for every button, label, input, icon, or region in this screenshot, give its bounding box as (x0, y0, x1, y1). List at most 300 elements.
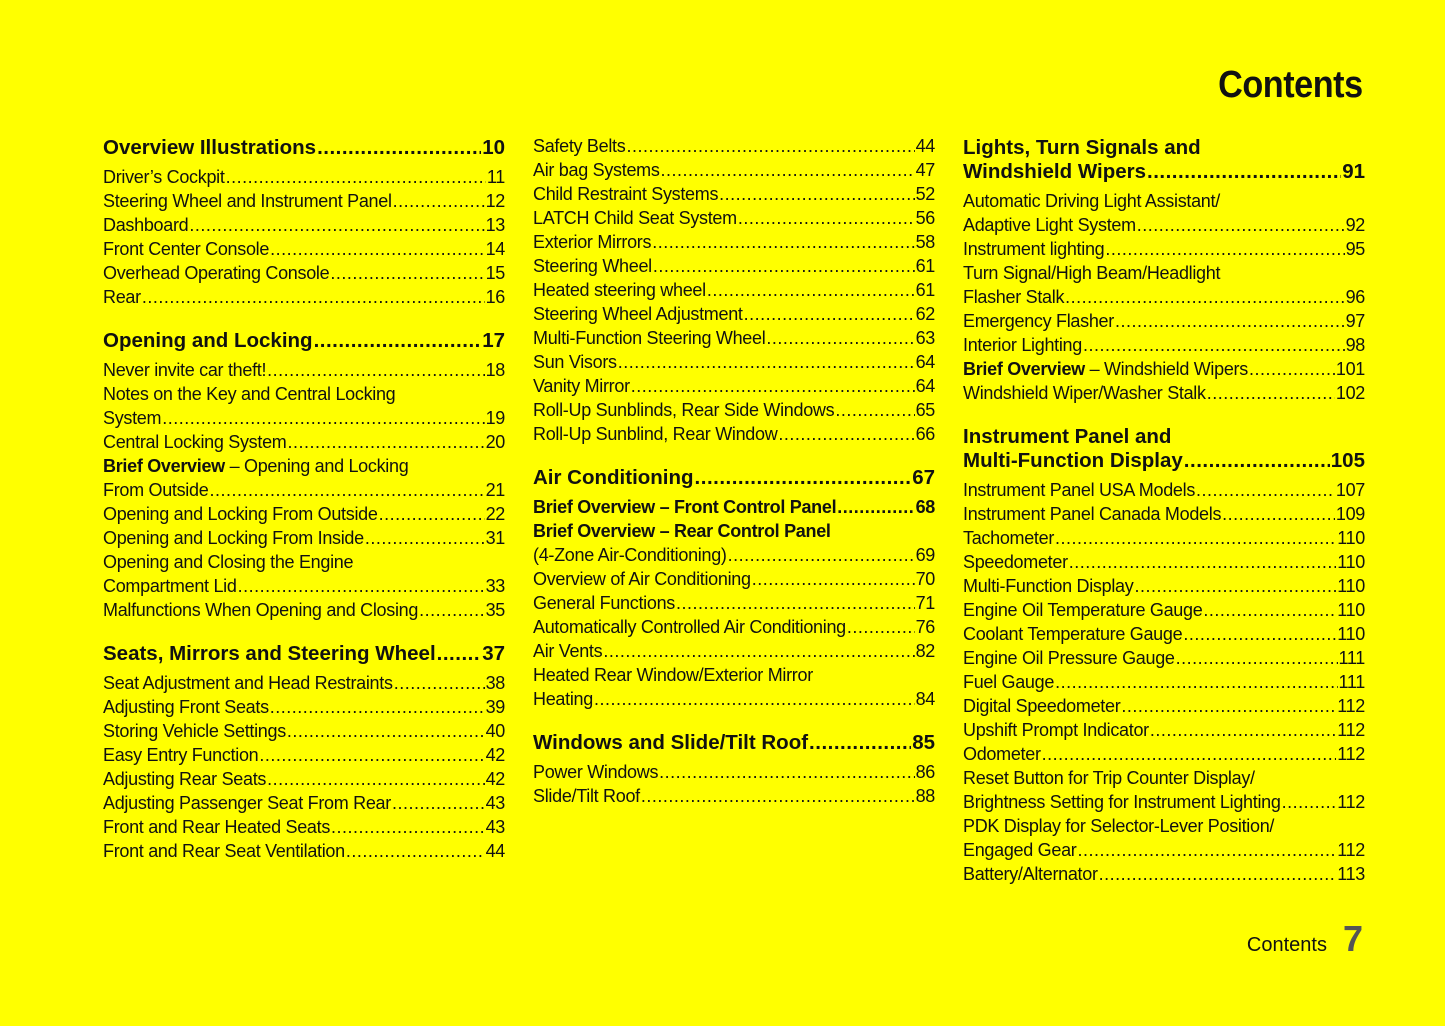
entry-page-number: 110 (1337, 624, 1365, 644)
dot-leader (631, 374, 915, 398)
toc-entry[interactable] (963, 718, 1365, 742)
dot-leader (728, 543, 915, 567)
entry-label: Multi-Function Display (963, 576, 1134, 596)
toc-entry[interactable] (963, 862, 1365, 886)
toc-entry[interactable] (103, 478, 505, 502)
toc-entry[interactable] (963, 478, 1365, 502)
section-page-number: 91 (1342, 160, 1365, 183)
entry-page-number: 98 (1345, 335, 1365, 355)
toc-section (963, 425, 1365, 886)
toc-entry[interactable] (963, 742, 1365, 766)
entry-label: Emergency Flasher (963, 311, 1114, 331)
entry-label: Exterior Mirrors (533, 232, 652, 252)
entry-page-number: 56 (915, 208, 935, 228)
dot-leader (1196, 478, 1335, 502)
section-heading-text: Multi-Function Display (963, 449, 1183, 472)
toc-entry[interactable] (533, 278, 935, 302)
entry-page-number: 35 (485, 600, 505, 620)
toc-entry-line (103, 550, 505, 574)
toc-entry[interactable] (103, 791, 505, 815)
entry-page-number: 102 (1335, 383, 1365, 403)
toc-section (103, 329, 505, 622)
toc-entry[interactable] (963, 213, 1365, 237)
dot-leader (744, 302, 915, 326)
entry-page-number: 47 (915, 160, 935, 180)
toc-entry[interactable] (533, 374, 935, 398)
dot-leader (809, 731, 911, 755)
toc-entry[interactable] (533, 615, 935, 639)
entry-label: System (103, 408, 162, 428)
entry-page-number: 33 (485, 576, 505, 596)
entry-label: Vanity Mirror (533, 376, 630, 396)
dot-leader (331, 815, 485, 839)
toc-section (963, 136, 1365, 405)
toc-entry[interactable] (963, 381, 1365, 405)
entry-label: Easy Entry Function (103, 745, 259, 765)
entry-page-number: 22 (485, 504, 505, 524)
section-heading-text: Windshield Wipers (963, 160, 1147, 183)
entry-label: Sun Visors (533, 352, 617, 372)
entry-label: Never invite car theft! (103, 360, 267, 380)
toc-entry[interactable] (533, 495, 935, 519)
entry-page-number: 109 (1335, 504, 1365, 524)
entry-page-number: 39 (485, 697, 505, 717)
entry-page-number: 70 (915, 569, 935, 589)
dot-leader (270, 237, 484, 261)
entry-page-number: 76 (915, 617, 935, 637)
entry-label: Instrument Panel USA Models (963, 480, 1196, 500)
entry-page-number: 31 (485, 528, 505, 548)
toc-section (533, 466, 935, 711)
dot-leader (738, 206, 915, 230)
entry-label-line1: Notes on the Key and Central Locking (103, 384, 396, 404)
toc-entry[interactable] (103, 213, 505, 237)
toc-entry[interactable] (533, 326, 935, 350)
dot-leader (1121, 694, 1336, 718)
entry-label: Rear (103, 287, 141, 307)
entry-page-number: 14 (485, 239, 505, 259)
contents-column-3 (963, 134, 1365, 906)
dot-leader (1282, 790, 1337, 814)
entry-page-number: 43 (485, 793, 505, 813)
dot-leader (719, 182, 914, 206)
section-heading[interactable] (963, 136, 1365, 184)
section-heading-text: Overview Illustrations (103, 136, 317, 159)
entry-page-number: 18 (485, 360, 505, 380)
entry-label: Adjusting Rear Seats (103, 769, 267, 789)
toc-entry[interactable] (103, 598, 505, 622)
toc-entry[interactable] (963, 574, 1365, 598)
entry-page-number: 110 (1337, 600, 1365, 620)
entry-label: Engine Oil Pressure Gauge (963, 648, 1175, 668)
entry-label-line1: – Opening and Locking (224, 456, 409, 476)
toc-entry[interactable] (533, 760, 935, 784)
dot-leader (618, 350, 915, 374)
section-heading[interactable] (103, 329, 505, 353)
entry-page-number: 68 (915, 497, 935, 517)
entry-page-number: 12 (485, 191, 505, 211)
section-heading[interactable] (533, 466, 935, 490)
section-heading-text: Opening and Locking (103, 329, 313, 352)
entry-label-line1: PDK Display for Selector-Lever Position/ (963, 816, 1275, 836)
dot-leader (1147, 160, 1341, 184)
dot-leader (392, 791, 485, 815)
entry-page-number: 16 (485, 287, 505, 307)
page-footer (1247, 918, 1363, 960)
entry-label: Roll-Up Sunblind, Rear Window (533, 424, 778, 444)
entry-label: Digital Speedometer (963, 696, 1121, 716)
toc-entry[interactable] (103, 574, 505, 598)
section-heading-line (963, 449, 1365, 473)
entry-label: Engine Oil Temperature Gauge (963, 600, 1203, 620)
section-page-number: 17 (482, 329, 505, 352)
entry-label: Front and Rear Seat Ventilation (103, 841, 345, 861)
entry-page-number: 52 (915, 184, 935, 204)
entry-page-number: 42 (485, 769, 505, 789)
entry-label: Dashboard (103, 215, 189, 235)
page-number: 7 (1342, 918, 1363, 959)
entry-label: Adaptive Light System (963, 215, 1136, 235)
section-heading-line: Instrument Panel and (963, 425, 1172, 448)
entry-page-number: 71 (915, 593, 935, 613)
section-heading[interactable] (103, 136, 505, 160)
dot-leader (1184, 449, 1330, 473)
dot-leader (394, 671, 485, 695)
section-heading-line: Lights, Turn Signals and (963, 136, 1201, 159)
dot-leader (267, 767, 484, 791)
entry-label: Automatically Controlled Air Conditioning (533, 617, 846, 637)
dot-leader (847, 615, 915, 639)
entry-page-number: 97 (1345, 311, 1365, 331)
toc-entry[interactable] (103, 406, 505, 430)
entry-label: Flasher Stalk (963, 287, 1065, 307)
dot-leader (1055, 526, 1336, 550)
entry-label: Fuel Gauge (963, 672, 1055, 692)
toc-entry[interactable] (533, 158, 935, 182)
dot-leader (346, 839, 485, 863)
entry-page-number: 96 (1345, 287, 1365, 307)
entry-label: Heated steering wheel (533, 280, 706, 300)
entry-label: Instrument Panel Canada Models (963, 504, 1222, 524)
dot-leader (379, 502, 485, 526)
entry-page-number: 65 (915, 400, 935, 420)
entry-label: (4-Zone Air-Conditioning) (533, 545, 727, 565)
entry-bold-prefix: Brief Overview (103, 456, 225, 476)
toc-section (533, 731, 935, 808)
entry-page-number: 88 (915, 786, 935, 806)
entry-label: Slide/Tilt Roof (533, 786, 640, 806)
toc-entry[interactable] (963, 333, 1365, 357)
section-heading[interactable] (103, 642, 505, 666)
toc-entry[interactable] (103, 189, 505, 213)
entry-label: Roll-Up Sunblinds, Rear Side Windows (533, 400, 835, 420)
toc-entry[interactable] (963, 526, 1365, 550)
entry-label: Child Restraint Systems (533, 184, 719, 204)
entry-page-number: 42 (485, 745, 505, 765)
dot-leader (1078, 838, 1337, 862)
toc-entry[interactable] (103, 165, 505, 189)
entry-label-line1: Automatic Driving Light Assistant/ (963, 191, 1220, 211)
entry-label: Instrument lighting (963, 239, 1105, 259)
dot-leader (652, 230, 914, 254)
entry-page-number: 61 (915, 280, 935, 300)
dot-leader (1249, 357, 1335, 381)
toc-entry[interactable] (533, 182, 935, 206)
entry-label: Driver’s Cockpit (103, 167, 225, 187)
toc-entry[interactable] (533, 591, 935, 615)
toc-entry[interactable] (533, 687, 935, 711)
toc-entry[interactable] (103, 237, 505, 261)
toc-entry[interactable] (533, 134, 935, 158)
toc-entry[interactable] (963, 357, 1365, 381)
entry-page-number: 38 (485, 673, 505, 693)
dot-leader (1099, 862, 1337, 886)
toc-entry[interactable] (533, 230, 935, 254)
dot-leader (330, 261, 484, 285)
toc-entry[interactable] (103, 815, 505, 839)
entry-page-number: 110 (1337, 552, 1365, 572)
entry-page-number: 19 (485, 408, 505, 428)
entry-label-line1: Turn Signal/High Beam/Headlight (963, 263, 1221, 283)
toc-entry[interactable] (963, 285, 1365, 309)
entry-label: Steering Wheel (533, 256, 652, 276)
entry-page-number: 63 (915, 328, 935, 348)
dot-leader (1105, 237, 1344, 261)
toc-entry[interactable] (963, 550, 1365, 574)
toc-entry-line (533, 519, 935, 543)
dot-leader (653, 254, 915, 278)
entry-label: Malfunctions When Opening and Closing (103, 600, 419, 620)
page-title: Contents (1218, 64, 1363, 106)
dot-leader (1183, 622, 1336, 646)
dot-leader (1065, 285, 1344, 309)
toc-entry[interactable] (533, 639, 935, 663)
entry-label: General Functions (533, 593, 675, 613)
dot-leader (314, 329, 482, 353)
section-page-number: 67 (912, 466, 935, 489)
toc-entry-line (533, 663, 935, 687)
dot-leader (707, 278, 915, 302)
entry-label: Speedometer (963, 552, 1068, 572)
entry-label-line1: Reset Button for Trip Counter Display/ (963, 768, 1255, 788)
entry-label: Front Center Console (103, 239, 270, 259)
toc-entry[interactable] (103, 526, 505, 550)
section-heading-line (963, 160, 1365, 184)
toc-entry-line (963, 814, 1365, 838)
toc-entry[interactable] (103, 285, 505, 309)
toc-entry[interactable] (103, 719, 505, 743)
entry-label: Brief Overview – Front Control Panel (533, 497, 837, 517)
entry-label-line1: Heated Rear Window/Exterior Mirror (533, 665, 813, 685)
section-page-number: 37 (482, 642, 505, 665)
entry-page-number: 111 (1338, 648, 1365, 668)
entry-label: Air Vents (533, 641, 603, 661)
entry-page-number: 69 (915, 545, 935, 565)
toc-entry[interactable] (533, 422, 935, 446)
dot-leader (287, 430, 484, 454)
toc-entry[interactable] (533, 206, 935, 230)
entry-page-number: 113 (1337, 864, 1365, 884)
entry-page-number: 15 (485, 263, 505, 283)
toc-entry[interactable] (963, 670, 1365, 694)
section-heading-text: Seats, Mirrors and Steering Wheel (103, 642, 436, 665)
entry-page-number: 44 (915, 136, 935, 156)
dot-leader (1134, 574, 1336, 598)
entry-page-number: 84 (915, 689, 935, 709)
toc-entry-line (103, 382, 505, 406)
entry-page-number: 64 (915, 352, 935, 372)
entry-page-number: 44 (485, 841, 505, 861)
toc-entry-line (963, 261, 1365, 285)
dot-leader (238, 574, 485, 598)
entry-label: Engaged Gear (963, 840, 1077, 860)
entry-page-number: 66 (915, 424, 935, 444)
entry-label: Upshift Prompt Indicator (963, 720, 1149, 740)
entry-label: Brightness Setting for Instrument Lighting (963, 792, 1281, 812)
footer-label: Contents (1246, 934, 1327, 956)
toc-entry[interactable] (103, 839, 505, 863)
toc-entry[interactable] (963, 622, 1365, 646)
section-page-number: 105 (1330, 449, 1365, 472)
entry-label: From Outside (103, 480, 209, 500)
toc-section (103, 136, 505, 309)
dot-leader (162, 406, 484, 430)
entry-label: Battery/Alternator (963, 864, 1098, 884)
toc-entry[interactable] (963, 838, 1365, 862)
entry-page-number: 82 (915, 641, 935, 661)
toc-entry[interactable] (963, 646, 1365, 670)
section-heading-text: Air Conditioning (533, 466, 694, 489)
toc-entry[interactable] (533, 567, 935, 591)
toc-entry[interactable] (533, 398, 935, 422)
toc-entry[interactable] (533, 302, 935, 326)
toc-entry[interactable] (533, 543, 935, 567)
entry-label: Safety Belts (533, 136, 626, 156)
entry-label: Seat Adjustment and Head Restraints (103, 673, 393, 693)
entry-page-number: 112 (1337, 840, 1365, 860)
dot-leader (659, 760, 914, 784)
toc-entry[interactable] (103, 261, 505, 285)
entry-page-number: 111 (1338, 672, 1365, 692)
dot-leader (226, 165, 486, 189)
toc-entry[interactable] (963, 790, 1365, 814)
entry-label: Front and Rear Heated Seats (103, 817, 331, 837)
dot-leader (594, 687, 915, 711)
entry-label: Opening and Locking From Outside (103, 504, 378, 524)
dot-leader (270, 695, 485, 719)
entry-label: Heating (533, 689, 593, 709)
dot-leader (837, 495, 914, 519)
dot-leader (695, 466, 912, 490)
toc-entry[interactable] (103, 743, 505, 767)
dot-leader (1176, 646, 1338, 670)
toc-entry[interactable] (963, 502, 1365, 526)
toc-entry-line (963, 189, 1365, 213)
entry-label: Storing Vehicle Settings (103, 721, 286, 741)
entry-page-number: 110 (1337, 576, 1365, 596)
entry-page-number: 20 (485, 432, 505, 452)
dot-leader (1150, 718, 1336, 742)
toc-entry-line (103, 454, 505, 478)
section-heading[interactable] (963, 425, 1365, 473)
entry-label: Power Windows (533, 762, 659, 782)
dot-leader (365, 526, 485, 550)
entry-page-number: 21 (485, 480, 505, 500)
entry-page-number: 11 (486, 167, 505, 187)
dot-leader (676, 591, 915, 615)
dot-leader (1207, 381, 1335, 405)
toc-entry[interactable] (103, 671, 505, 695)
entry-label: Interior Lighting (963, 335, 1082, 355)
toc-entry[interactable] (103, 767, 505, 791)
toc-section (103, 642, 505, 863)
dot-leader (603, 639, 914, 663)
dot-leader (1055, 670, 1337, 694)
dot-leader (626, 134, 914, 158)
dot-leader (393, 189, 485, 213)
entry-label: Opening and Locking From Inside (103, 528, 364, 548)
entry-bold-prefix: Brief Overview – Rear Control Panel (533, 521, 831, 541)
dot-leader (1069, 550, 1336, 574)
entry-label: Tachometer (963, 528, 1055, 548)
entry-page-number: 112 (1337, 792, 1365, 812)
entry-page-number: 43 (485, 817, 505, 837)
section-page-number: 85 (912, 731, 935, 754)
section-page-number: 10 (482, 136, 505, 159)
dot-leader (766, 326, 914, 350)
contents-column-2 (533, 134, 935, 828)
toc-section (533, 134, 935, 446)
dot-leader (209, 478, 484, 502)
entry-page-number: 107 (1335, 480, 1365, 500)
toc-entry[interactable] (533, 784, 935, 808)
dot-leader (835, 398, 914, 422)
dot-leader (1222, 502, 1335, 526)
entry-page-number: 58 (915, 232, 935, 252)
entry-label (963, 357, 1248, 381)
toc-entry[interactable] (103, 358, 505, 382)
toc-entry[interactable] (963, 309, 1365, 333)
entry-label: LATCH Child Seat System (533, 208, 737, 228)
entry-label-text: – Windshield Wipers (1084, 359, 1248, 379)
dot-leader (189, 213, 484, 237)
dot-leader (1083, 333, 1345, 357)
entry-label: Compartment Lid (103, 576, 237, 596)
toc-entry[interactable] (533, 254, 935, 278)
entry-label: Coolant Temperature Gauge (963, 624, 1183, 644)
dot-leader (259, 743, 484, 767)
entry-page-number: 92 (1345, 215, 1365, 235)
toc-entry[interactable] (963, 598, 1365, 622)
entry-page-number: 13 (485, 215, 505, 235)
toc-entry[interactable] (533, 350, 935, 374)
entry-label: Overhead Operating Console (103, 263, 330, 283)
toc-entry-line (963, 766, 1365, 790)
toc-entry[interactable] (103, 430, 505, 454)
toc-entry[interactable] (963, 694, 1365, 718)
entry-page-number: 62 (915, 304, 935, 324)
toc-entry[interactable] (103, 695, 505, 719)
toc-entry[interactable] (103, 502, 505, 526)
entry-page-number: 40 (485, 721, 505, 741)
toc-entry[interactable] (963, 237, 1365, 261)
section-heading[interactable] (533, 731, 935, 755)
entry-page-number: 61 (915, 256, 935, 276)
dot-leader (1042, 742, 1337, 766)
entry-label: Adjusting Passenger Seat From Rear (103, 793, 391, 813)
entry-label: Odometer (963, 744, 1041, 764)
dot-leader (437, 642, 482, 666)
